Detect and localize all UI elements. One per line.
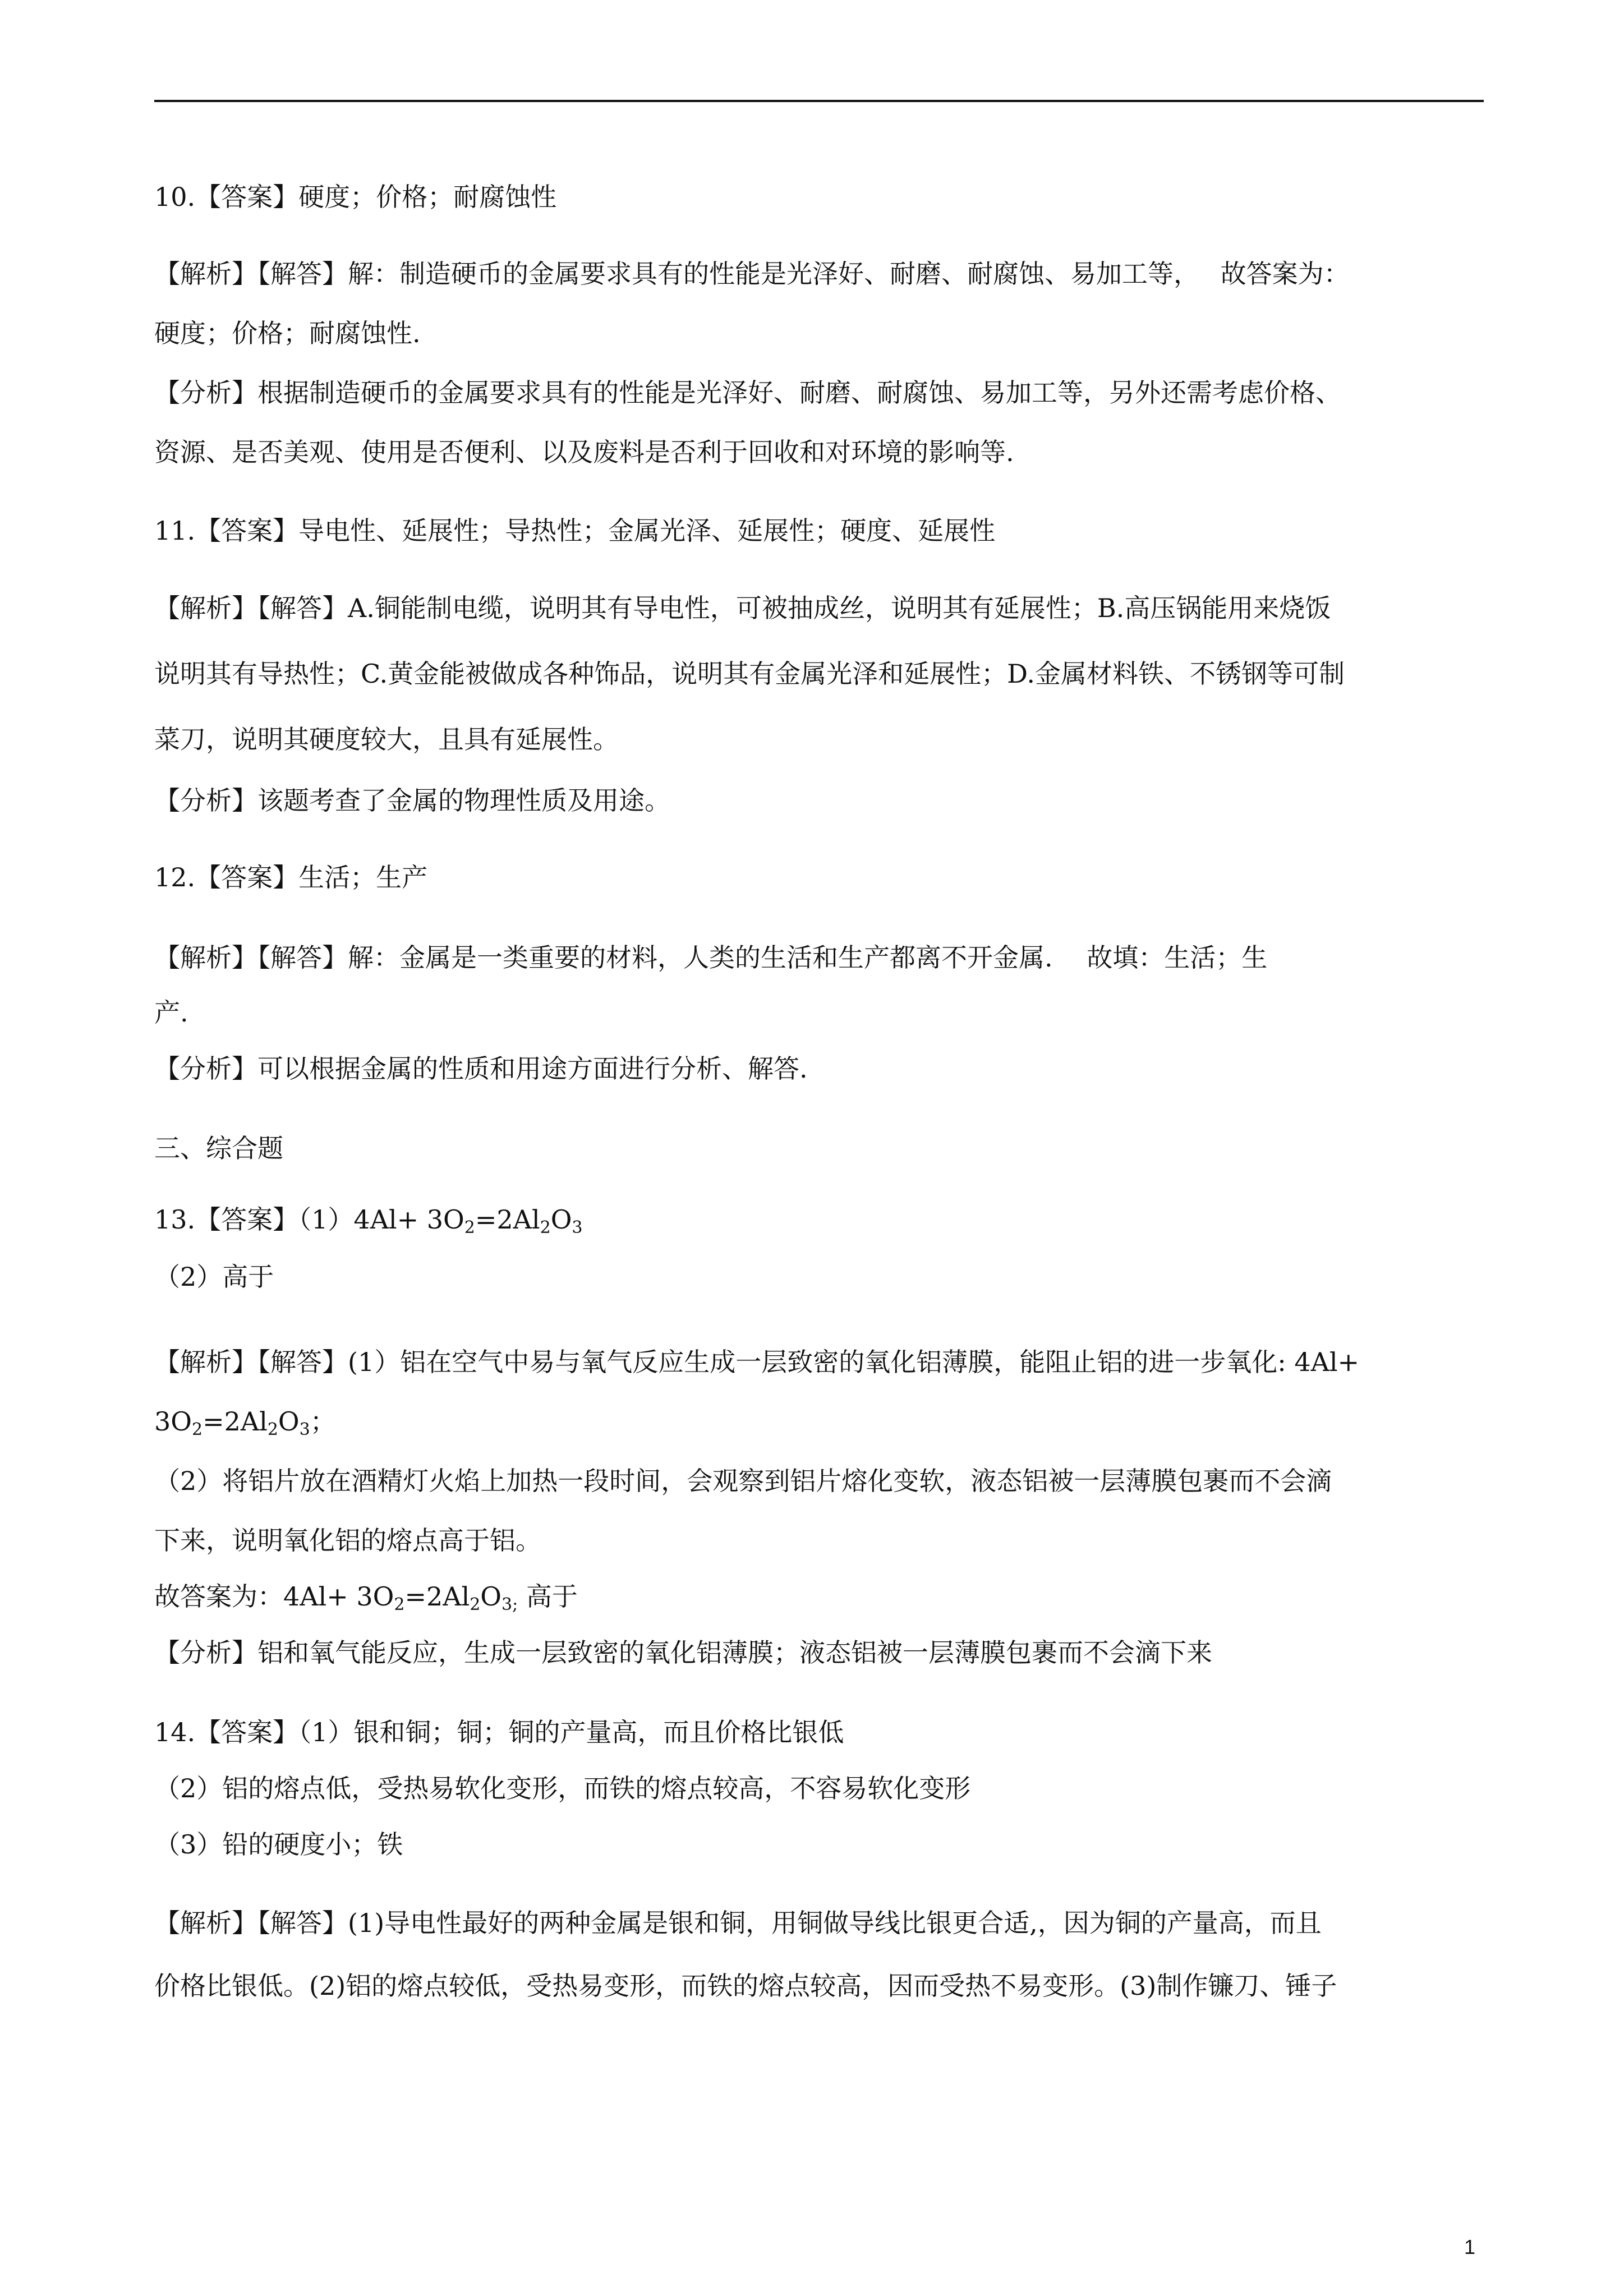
q12-analysis-line2: 产. xyxy=(154,997,188,1028)
subscript: 2 xyxy=(191,1420,203,1439)
subscript: 2 xyxy=(267,1420,278,1439)
formula-part: 3O xyxy=(154,1406,192,1437)
q13-answer-mid: =2Al xyxy=(475,1204,540,1235)
q11-answer: 11.【答案】导电性、延展性；导热性；金属光泽、延展性；硬度、延展性 xyxy=(154,516,996,546)
q12-analysis-line1: 【解析】【解答】解：金属是一类重要的材料，人类的生活和生产都离不开金属. 故填：生活；生 xyxy=(154,942,1268,973)
q11-analysis-line2: 说明其有导热性；C.黄金能被做成各种饰品，说明其有金属光泽和延展性；D.金属材料铁、不锈钢等可制 xyxy=(154,659,1345,689)
subscript: 3; xyxy=(502,1595,518,1614)
q13-answer-line2: （2）高于 xyxy=(154,1262,274,1292)
formula-part: ； xyxy=(310,1406,336,1437)
subscript: 2 xyxy=(464,1218,475,1237)
subscript: 2 xyxy=(540,1218,551,1237)
subscript: 3 xyxy=(299,1420,310,1439)
q14-analysis-line1: 【解析】【解答】(1)导电性最好的两种金属是银和铜，用铜做导线比银更合适,，因为铜的产量高，而且 xyxy=(154,1908,1322,1938)
q12-answer: 12.【答案】生活；生产 xyxy=(154,862,428,892)
subscript: 3 xyxy=(572,1218,583,1237)
q13-analysis-line4: 下来，说明氧化铝的熔点高于铝。 xyxy=(154,1525,541,1556)
q14-answer-line1: 14.【答案】（1）银和铜；铜；铜的产量高，而且价格比银低 xyxy=(154,1717,844,1747)
q13-answer-prefix: 13.【答案】（1）4Al+ 3O xyxy=(154,1204,464,1235)
q14-answer-line2: （2）铝的熔点低，受热易软化变形，而铁的熔点较高，不容易软化变形 xyxy=(154,1773,971,1803)
header-rule xyxy=(154,100,1484,102)
q10-fenxi-line1: 【分析】根据制造硬币的金属要求具有的性能是光泽好、耐磨、耐腐蚀、易加工等，另外还需考虑价格、 xyxy=(154,378,1341,408)
q11-analysis-line1: 【解析】【解答】A.铜能制电缆，说明其有导电性，可被抽成丝，说明其有延展性；B.高压锅能用来烧饭 xyxy=(154,593,1331,623)
q10-fenxi-line2: 资源、是否美观、使用是否便利、以及废料是否利于回收和对环境的影响等. xyxy=(154,437,1014,467)
q13-analysis-line1: 【解析】【解答】(1）铝在空气中易与氧气反应生成一层致密的氧化铝薄膜，能阻止铝的进一步氧化: 4Al+ xyxy=(154,1347,1360,1377)
section-heading: 三、综合题 xyxy=(154,1133,283,1163)
conclusion-part: =2Al xyxy=(404,1581,470,1612)
q14-answer-line3: （3）铅的硬度小；铁 xyxy=(154,1829,403,1860)
subscript: 2 xyxy=(394,1595,405,1614)
conclusion-part: 故答案为：4Al+ 3O xyxy=(154,1581,394,1612)
subscript: 2 xyxy=(470,1595,481,1614)
page-number: 1 xyxy=(1464,2235,1475,2258)
q10-analysis-line1: 【解析】【解答】解：制造硬币的金属要求具有的性能是光泽好、耐磨、耐腐蚀、易加工等， 故答案为： xyxy=(154,259,1350,289)
q10-answer: 10.【答案】硬度；价格；耐腐蚀性 xyxy=(154,182,557,212)
q14-analysis-line2: 价格比银低。(2)铝的熔点较低，受热易变形，而铁的熔点较高，因而受热不易变形。(3)制作镰刀、锤子 xyxy=(154,1971,1337,2001)
q11-analysis-line3: 菜刀，说明其硬度较大，且具有延展性。 xyxy=(154,724,619,754)
conclusion-part: O xyxy=(480,1581,502,1612)
q11-fenxi: 【分析】该题考查了金属的物理性质及用途。 xyxy=(154,785,670,816)
q13-answer-o: O xyxy=(550,1204,572,1235)
formula-part: =2Al xyxy=(203,1406,268,1437)
q10-analysis-line2: 硬度；价格；耐腐蚀性. xyxy=(154,318,421,348)
conclusion-part: 高于 xyxy=(518,1581,578,1612)
formula-part: O xyxy=(278,1406,300,1437)
q13-analysis-line3: （2）将铝片放在酒精灯火焰上加热一段时间，会观察到铝片熔化变软，液态铝被一层薄膜包裹而不会滴 xyxy=(154,1466,1332,1496)
q12-fenxi: 【分析】可以根据金属的性质和用途方面进行分析、解答. xyxy=(154,1053,808,1084)
document-body xyxy=(154,163,1484,2017)
q13-analysis-line2 xyxy=(154,1393,1484,1450)
q13-conclusion xyxy=(154,1568,1484,1625)
q13-fenxi: 【分析】铝和氧气能反应，生成一层致密的氧化铝薄膜；液态铝被一层薄膜包裹而不会滴下来 xyxy=(154,1637,1212,1668)
q13-answer-line1 xyxy=(154,1185,1484,1254)
